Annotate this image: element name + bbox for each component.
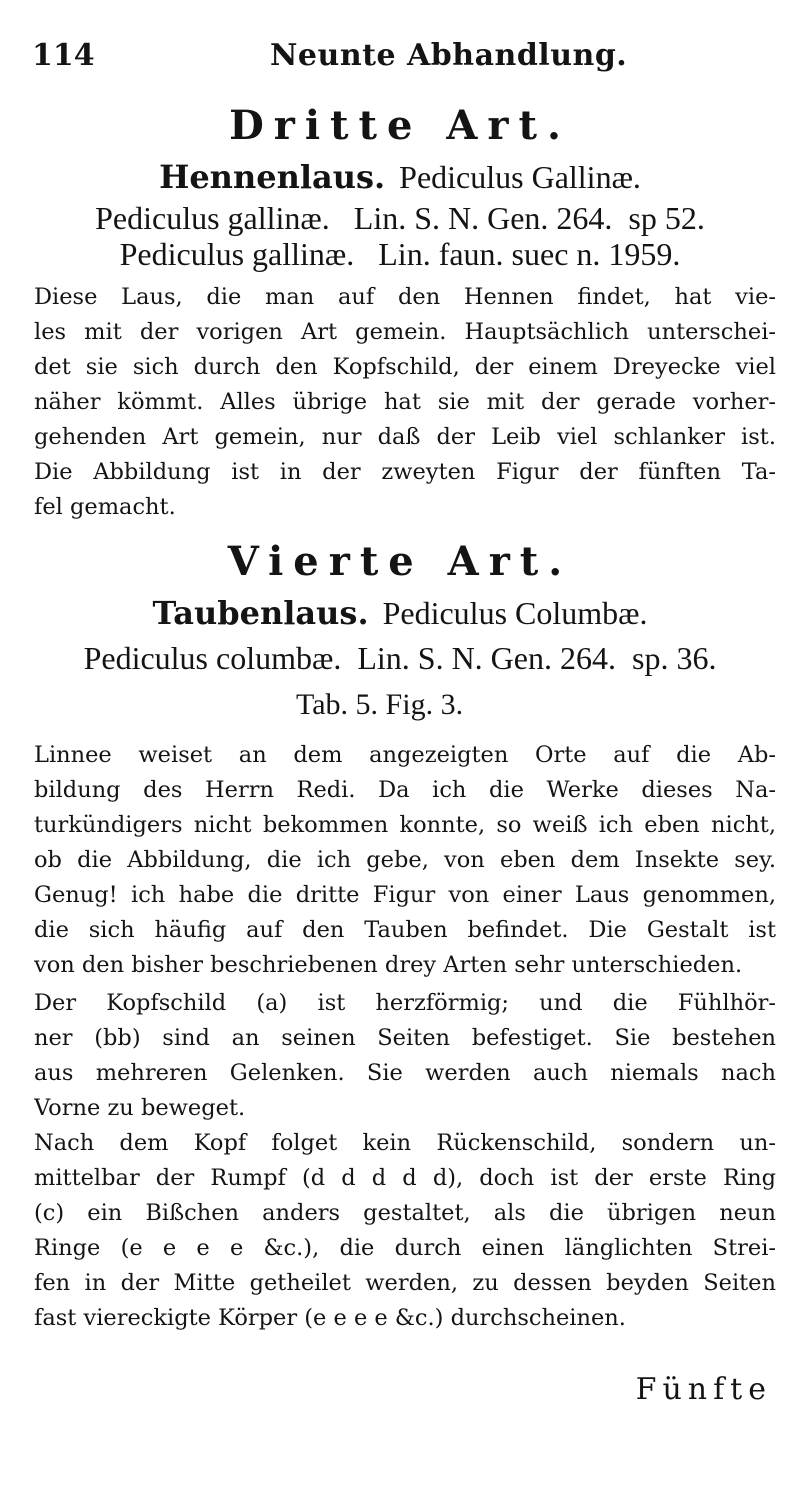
- text-line: fast viereckigte Körper (e e e e &c.) durchscheinen.: [34, 1305, 626, 1331]
- paragraph-hennenlaus: [34, 280, 776, 525]
- section-heading-dritte-art: Dritte Art.: [229, 102, 571, 149]
- reference-line: Pediculus gallinæ. Lin. S. N. Gen. 264. sp 52.: [95, 200, 705, 236]
- text-line: Die Abbildung ist in der zweyten Figur der fünften Ta-: [34, 459, 776, 485]
- reference-line: Pediculus columbæ. Lin. S. N. Gen. 264. sp. 36.: [83, 640, 717, 676]
- text-line: ner (bb) sind an seinen Seiten befestiget. Sie bestehen: [34, 1025, 776, 1051]
- catchword: Fünfte: [635, 1372, 772, 1407]
- running-head: Neunte Abhandlung.: [270, 38, 628, 73]
- plate-figure-reference: Tab. 5. Fig. 3.: [296, 688, 464, 721]
- text-line: die sich häufig auf den Tauben befindet. Die Gestalt ist: [34, 917, 776, 943]
- text-line: bildung des Herrn Redi. Da ich die Werke dieses Na-: [34, 777, 776, 803]
- text-line: mittelbar der Rumpf (d d d d d), doch ist der erste Ring: [34, 1165, 776, 1191]
- text-line: Ringe (e e e e &c.), die durch einen länglichten Strei-: [34, 1235, 776, 1261]
- paragraph-taubenlaus-1: [34, 738, 776, 983]
- species-title-taubenlaus: [0, 594, 800, 632]
- species-german-name: Hennenlaus.: [159, 158, 386, 196]
- text-line: les mit der vorigen Art gemein. Hauptsächlich unterschei-: [34, 319, 776, 345]
- text-line: Linnee weiset an dem angezeigten Orte auf die Ab-: [34, 742, 776, 768]
- text-line: näher kömmt. Alles übrige hat sie mit der gerade vorher-: [34, 389, 776, 415]
- text-line: aus mehreren Gelenken. Sie werden auch niemals nach: [34, 1060, 776, 1086]
- text-line: (c) ein Bißchen anders gestaltet, als die übrigen neun: [34, 1200, 776, 1226]
- paragraph-taubenlaus-2: [34, 986, 776, 1126]
- page-header: [32, 38, 772, 78]
- text-line: gehenden Art gemein, nur daß der Leib viel schlanker ist.: [34, 424, 776, 450]
- text-line: von den bisher beschriebenen drey Arten sehr unterschieden.: [34, 952, 743, 978]
- text-line: turkündigers nicht bekommen konnte, so weiß ich eben nicht,: [34, 812, 776, 838]
- text-line: Genug! ich habe die dritte Figur von einer Laus genommen,: [34, 882, 776, 908]
- paragraph-taubenlaus-3: [34, 1126, 776, 1336]
- text-line: fen in der Mitte getheilet werden, zu dessen beyden Seiten: [34, 1270, 776, 1296]
- text-line: det sie sich durch den Kopfschild, der einem Dreyecke viel: [34, 354, 776, 380]
- section-heading-vierte-art: Vierte Art.: [227, 538, 573, 585]
- text-line: Diese Laus, die man auf den Hennen findet, hat vie-: [34, 284, 776, 310]
- text-line: Nach dem Kopf folget kein Rückenschild, sondern un-: [34, 1130, 776, 1156]
- reference-line: Pediculus gallinæ. Lin. faun. suec n. 1959.: [119, 236, 681, 272]
- text-line: ob die Abbildung, die ich gebe, von eben dem Insekte sey.: [34, 847, 776, 873]
- species-title-hennenlaus: [0, 158, 800, 196]
- species-latin-name: Pediculus Gallinæ.: [399, 159, 641, 195]
- text-line: Der Kopfschild (a) ist herzförmig; und die Fühlhör-: [34, 990, 776, 1016]
- page-number: 114: [32, 38, 95, 73]
- text-line: fel gemacht.: [34, 494, 176, 520]
- text-line: Vorne zu beweget.: [34, 1095, 246, 1121]
- species-german-name: Taubenlaus.: [152, 594, 369, 632]
- species-latin-name: Pediculus Columbæ.: [382, 595, 648, 631]
